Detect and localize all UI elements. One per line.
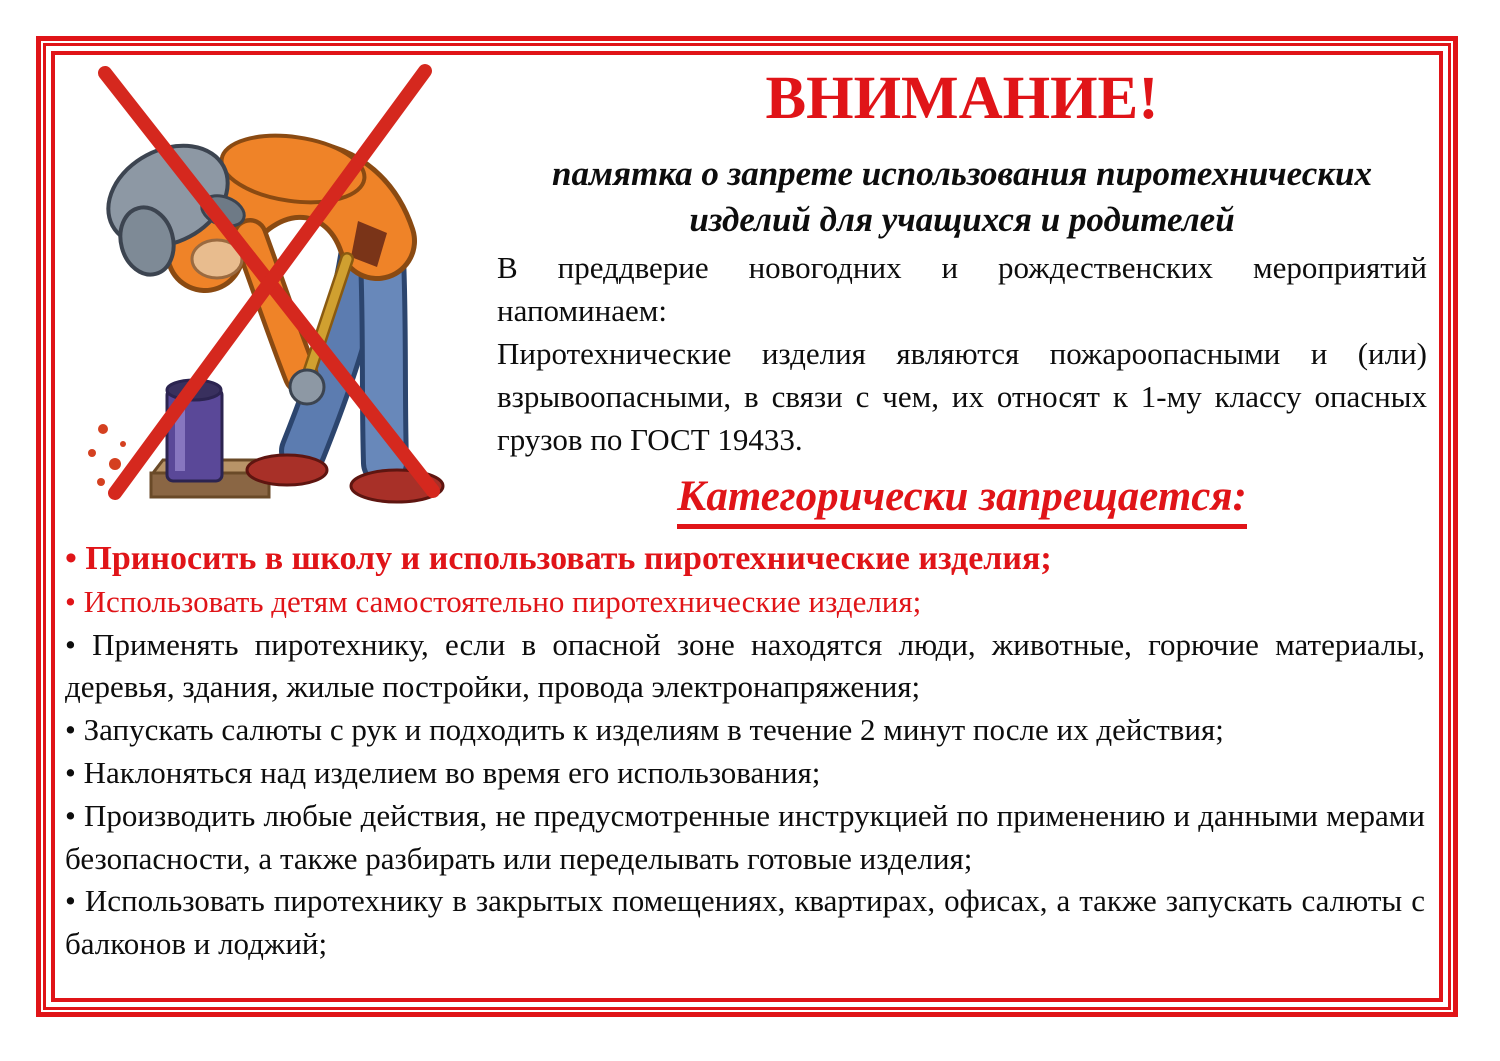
subtitle xyxy=(497,151,1427,242)
subtitle-line-1: памятка о запрете использования пиротехнических xyxy=(552,154,1372,194)
prohibition-heading xyxy=(497,473,1427,528)
list-item: • Производить любые действия, не предусмотренные инструкцией по применению и данными мерами безопасности, а также разбирать или переделывать готовые изделия; xyxy=(65,797,1425,876)
intro-paragraph: В преддверие новогодних и рождественских мероприятий напоминаем: xyxy=(497,250,1427,329)
prohibition-heading-text: Категорически запрещается: xyxy=(677,473,1247,528)
list-item: • Использовать пиротехнику в закрытых помещениях, квартирах, офисах, а также запускать салюты с балконов и лоджий; xyxy=(65,883,1425,962)
list-item: • Применять пиротехнику, если в опасной зоне находятся люди, животные, горючие материалы, деревья, здания, жилые постройки, провода электронапряжения; xyxy=(65,626,1425,705)
list-item: • Запускать салюты с рук и подходить к изделиям в течение 2 минут после их действия; xyxy=(65,712,1224,748)
no-fireworks-illustration-svg xyxy=(65,61,485,519)
subtitle-line-2: изделий для учащихся и родителей xyxy=(689,199,1235,239)
middle-red-border xyxy=(43,43,1451,1010)
list-item: • Приносить в школу и использовать пиротехнические изделия; xyxy=(65,539,1052,577)
top-section xyxy=(63,61,1427,529)
no-bending-over-firework-illustration xyxy=(65,61,485,519)
list-item: • Наклоняться над изделием во время его использования; xyxy=(65,754,821,790)
inner-red-border xyxy=(51,51,1443,1002)
outer-red-border xyxy=(36,36,1458,1017)
prohibited-actions-list xyxy=(65,537,1425,966)
page-title: ВНИМАНИЕ! xyxy=(765,65,1159,132)
list-item: • Использовать детям самостоятельно пиротехнические изделия; xyxy=(65,583,922,619)
body-paragraph: Пиротехнические изделия являются пожароопасными и (или) взрывоопасными, в связи с чем, их относят к 1-му классу опасных грузов по ГОСТ 19433. xyxy=(497,336,1427,458)
header-text-column xyxy=(497,61,1427,529)
